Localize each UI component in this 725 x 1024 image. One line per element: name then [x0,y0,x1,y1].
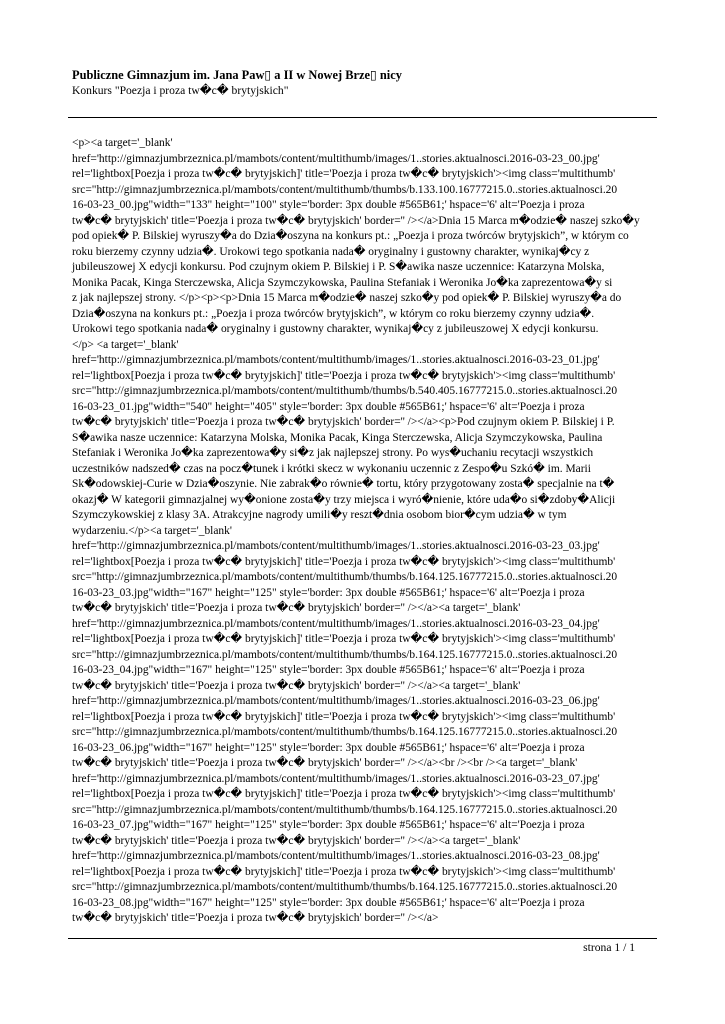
body-text-line: rel='lightbox[Poezja i proza tw�c� brytyjskich]' title='Poezja i proza tw�c� brytyjskich'><img class='multithumb' [72,788,616,800]
body-text-line: src="http://gimnazjumbrzeznica.pl/mambots/content/multithumb/thumbs/b.133.100.16777215.0..stories.aktualnosci.20 [72,183,618,196]
body-text-line: Szymczykowskiej z klasy 3A. Atrakcyjne nagrody umili�y reszt�dnia osobom bior�cym udzia� w tym [72,509,567,521]
body-text-line: src="http://gimnazjumbrzeznica.pl/mambots/content/multithumb/thumbs/b.164.125.16777215.0..stories.aktualnosci.20 [72,803,618,816]
body-text-line: Stefaniak i Weronika Jo�ka zaprezentowa�y si�z jak najlepszej strony. Po wys�uchaniu recytacji wszystkich [72,447,594,459]
body-text-line: <p><a target='_blank' [72,137,173,149]
body-text-line: href='http://gimnazjumbrzeznica.pl/mambots/content/multithumb/images/1..stories.aktualnosci.2016-03-23_01.jpg' [72,354,600,366]
body-text-line: tw�c� brytyjskich' title='Poezja i proza tw�c� brytyjskich' border='' /></a> [72,912,439,924]
body-text-line: tw�c� brytyjskich' title='Poezja i proza tw�c� brytyjskich' border='' /></a>Dnia 15 Marca m�odzie� naszej szko�y [72,214,640,227]
body-text-line: rel='lightbox[Poezja i proza tw�c� brytyjskich]' title='Poezja i proza tw�c� brytyjskich'><img class='multithumb' [72,369,616,382]
body-text-line: uczestników nadszed� czas na pocz�tunek i krótki skecz w wykonaniu uczennic z Zespo�u Szkó� im. Marii [72,462,591,475]
body-text-line: src="http://gimnazjumbrzeznica.pl/mambots/content/multithumb/thumbs/b.164.125.16777215.0..stories.aktualnosci.20 [72,726,618,738]
body-text-line: S�awika nasze uczennice: Katarzyna Molska, Monika Pacak, Kinga Sterczewska, Alicja Szymczykowska, Paulina [72,431,603,444]
body-text-line: pod opiek� P. Bilskiej wyruszy�a do Dzia�oszyna na konkurs pt.: „Poezja i proza twórców brytyjskich”, w którym co [72,230,629,242]
body-text-line: roku bierzemy czynny udzia�. Urokowi tego spotkania nada� oryginalny i gustowny charakter, wynikaj�cy z [72,245,590,258]
body-text-line: jubileuszowej X edycji konkursu. Pod czujnym okiem P. Bilskiej i P. S�awika nasze uczennice: Katarzyna Molska, [72,261,605,273]
body-text-line: src="http://gimnazjumbrzeznica.pl/mambots/content/multithumb/thumbs/b.164.125.16777215.0..stories.aktualnosci.20 [72,881,618,893]
body-text-line: 16-03-23_08.jpg"width="167" height="125" style='border: 3px double #565B61;' hspace='6' alt='Poezja i proza [72,896,585,909]
body-text-line: rel='lightbox[Poezja i proza tw�c� brytyjskich]' title='Poezja i proza tw�c� brytyjskich'><img class='multithumb' [72,865,616,878]
body-text-line: Urokowi tego spotkania nada� oryginalny i gustowny charakter, wynikaj�cy z jubileuszowej X edycji konkursu. [72,323,599,335]
body-text-line: href='http://gimnazjumbrzeznica.pl/mambots/content/multithumb/images/1..stories.aktualnosci.2016-03-23_06.jpg' [72,695,600,707]
header-divider [68,117,657,118]
body-text-line: Sk�odowskiej-Curie w Dzia�oszynie. Nie zabrak�o równie� tortu, który przygotowany zosta� specjalnie na t� [72,478,615,490]
body-text-line: rel='lightbox[Poezja i proza tw�c� brytyjskich]' title='Poezja i proza tw�c� brytyjskich'><img class='multithumb' [72,633,616,645]
body-text-line: tw�c� brytyjskich' title='Poezja i proza tw�c� brytyjskich' border='' /></a><p>Pod czujnym okiem P. Bilskiej i P. [72,416,615,428]
document-subtitle: Konkurs "Poezja i proza tw�c� brytyjskich" [72,84,289,97]
body-text-line: href='http://gimnazjumbrzeznica.pl/mambots/content/multithumb/images/1..stories.aktualnosci.2016-03-23_00.jpg' [72,152,600,165]
body-text-line: href='http://gimnazjumbrzeznica.pl/mambots/content/multithumb/images/1..stories.aktualnosci.2016-03-23_08.jpg' [72,850,600,862]
body-text-line: href='http://gimnazjumbrzeznica.pl/mambots/content/multithumb/images/1..stories.aktualnosci.2016-03-23_07.jpg' [72,772,600,785]
body-text-line: 16-03-23_01.jpg"width="540" height="405" style='border: 3px double #565B61;' hspace='6' alt='Poezja i proza [72,400,585,413]
body-text-line: src="http://gimnazjumbrzeznica.pl/mambots/content/multithumb/thumbs/b.164.125.16777215.0..stories.aktualnosci.20 [72,571,618,583]
body-text-line: 16-03-23_07.jpg"width="167" height="125" style='border: 3px double #565B61;' hspace='6' alt='Poezja i proza [72,819,585,831]
body-text-line: 16-03-23_04.jpg"width="167" height="125" style='border: 3px double #565B61;' hspace='6' alt='Poezja i proza [72,664,585,676]
body-text-line: 16-03-23_06.jpg"width="167" height="125" style='border: 3px double #565B61;' hspace='6' alt='Poezja i proza [72,741,585,754]
footer-divider [68,938,657,939]
body-text-line: href='http://gimnazjumbrzeznica.pl/mambots/content/multithumb/images/1..stories.aktualnosci.2016-03-23_03.jpg' [72,540,600,552]
body-text-line: tw�c� brytyjskich' title='Poezja i proza tw�c� brytyjskich' border='' /></a><br /><br /><a target='_blank' [72,757,578,769]
document-title: Publiczne Gimnazjum im. Jana Paw▯ a II w Nowej Brze▯ nicy [72,68,402,82]
body-text-line: rel='lightbox[Poezja i proza tw�c� brytyjskich]' title='Poezja i proza tw�c� brytyjskich'><img class='multithumb' [72,555,616,568]
body-text-line: href='http://gimnazjumbrzeznica.pl/mambots/content/multithumb/images/1..stories.aktualnosci.2016-03-23_04.jpg' [72,617,600,630]
body-text-line: z jak najlepszej strony. </p><p><p>Dnia 15 Marca m�odzie� naszej szko�y pod opiek� P. Bilskiej wyruszy�a do [72,292,622,304]
body-text-line: rel='lightbox[Poezja i proza tw�c� brytyjskich]' title='Poezja i proza tw�c� brytyjskich'><img class='multithumb' [72,710,616,723]
body-text-line: tw�c� brytyjskich' title='Poezja i proza tw�c� brytyjskich' border='' /></a><a target='_blank' [72,602,521,614]
body-text-line: src="http://gimnazjumbrzeznica.pl/mambots/content/multithumb/thumbs/b.164.125.16777215.0..stories.aktualnosci.20 [72,648,618,661]
body-text-line: 16-03-23_00.jpg"width="133" height="100" style='border: 3px double #565B61;' hspace='6' alt='Poezja i proza [72,199,585,211]
body-text-line: </p> <a target='_blank' [72,338,179,351]
body-text-line: tw�c� brytyjskich' title='Poezja i proza tw�c� brytyjskich' border='' /></a><a target='_blank' [72,834,521,847]
document-body [72,136,664,927]
body-text-line: Dzia�oszyna na konkurs pt.: „Poezja i proza twórców brytyjskich”, w którym co roku bierzemy czynny udzia�. [72,307,595,320]
page-header [72,68,662,98]
body-text-line: Monika Pacak, Kinga Sterczewska, Alicja Szymczykowska, Paulina Stefaniak i Weronika Jo�ka zaprezentowa�y si [72,276,613,289]
body-text-line: rel='lightbox[Poezja i proza tw�c� brytyjskich]' title='Poezja i proza tw�c� brytyjskich'><img class='multithumb' [72,168,616,180]
body-text-line: src="http://gimnazjumbrzeznica.pl/mambots/content/multithumb/thumbs/b.540.405.16777215.0..stories.aktualnosci.20 [72,385,618,397]
body-text-line: okazj� W kategorii gimnazjalnej wy�onione zosta�y trzy miejsca i wyró�nienie, które uda�o si�zdoby�Alicji [72,493,616,506]
body-text-line: tw�c� brytyjskich' title='Poezja i proza tw�c� brytyjskich' border='' /></a><a target='_blank' [72,679,521,692]
body-text-line: wydarzeniu.</p><a target='_blank' [72,524,232,537]
body-text-line: 16-03-23_03.jpg"width="167" height="125" style='border: 3px double #565B61;' hspace='6' alt='Poezja i proza [72,586,585,599]
page-number: strona 1 / 1 [583,941,635,954]
